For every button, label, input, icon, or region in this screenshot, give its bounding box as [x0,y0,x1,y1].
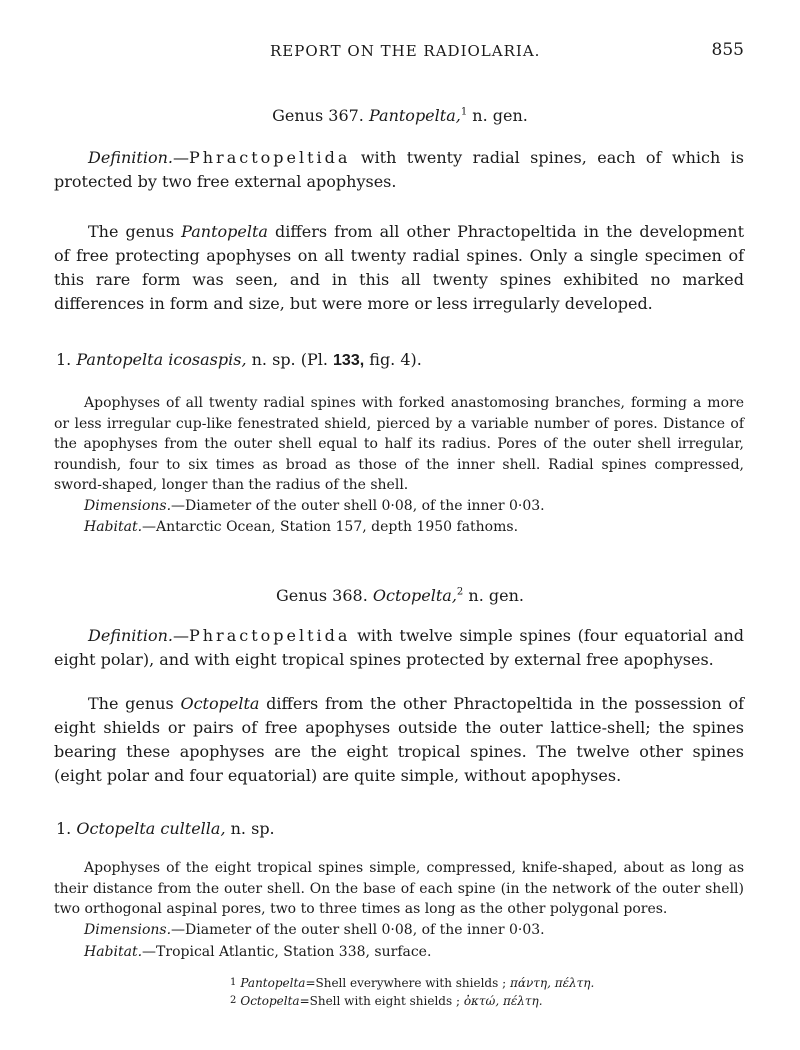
running-title: REPORT ON THE RADIOLARIA. [270,42,541,60]
page-number: 855 [711,40,744,60]
genus-heading-368: Genus 368. Octopelta,$^2$ n. gen. [276,586,524,605]
species-description-icosaspis: Apophyses of all twenty radial spines with forked anastomosing branches, forming a more or less irregular cup-like fenestrated shield, pierced by a variable number of pores. Distance of the apophyses from the outer shell equal to half its radius. Pores of the outer shell irregular, roundish, four to six times as broad as those of the inner shell. Radial spines compressed, sword-shaped, longer than the radius of the shell. [54,395,744,493]
species-heading-cultella: 1. Octopelta cultella, n. sp. [56,819,275,838]
dimensions-icosaspis: Dimensions.—Diameter of the outer shell 0·08, of the inner 0·03. [84,498,545,514]
footnote-2: 2 Octopelta=Shell with eight shields ; ὀκτώ, πέλτη. [230,994,543,1008]
genus-description-368: The genus Octopelta differs from the other Phractopeltida in the possession of eight shields or pairs of free apophyses outside the outer lattice-shell; the spines bearing these apophyses are the eight tropical spines. The twelve other spines (eight polar and four equatorial) are quite simple, without apophyses. [54,694,745,785]
species-heading-icosaspis: 1. Pantopelta icosaspis, n. sp. (Pl. 133, fig. 4). [56,350,422,369]
species-description-cultella: Apophyses of the eight tropical spines simple, compressed, knife-shaped, about as long as their distance from the outer shell. On the base of each spine (in the network of the outer shell) two orthogonal aspinal pores, two to three times as long as the other polygonal pores. [54,860,744,917]
genus-description-367: The genus Pantopelta differs from all other Phractopeltida in the development of free protecting apophyses on all twenty radial spines. Only a single specimen of this rare form was seen, and in this all twenty spines exhibited no marked differences in form and size, but were more or less irregularly developed. [54,222,744,313]
page-header [0,40,800,70]
definition-367: Definition.—Phractopeltida with twenty radial spines, each of which is protected by two free external apophyses. [54,148,744,191]
genus-heading-367: Genus 367. Pantopelta,$^1$ n. gen. [272,106,528,125]
dimensions-cultella: Dimensions.—Diameter of the outer shell 0·08, of the inner 0·03. [84,922,545,938]
footnote-1: 1 Pantopelta=Shell everywhere with shields ; πάντη, πέλτη. [230,976,595,990]
definition-368: Definition.—Phractopeltida with twelve simple spines (four equatorial and eight polar), and with eight tropical spines protected by external free apophyses. [54,626,744,669]
footnotes [230,974,594,1010]
habitat-cultella: Habitat.—Tropical Atlantic, Station 338, surface. [84,944,432,960]
habitat-icosaspis: Habitat.—Antarctic Ocean, Station 157, depth 1950 fathoms. [84,519,519,535]
